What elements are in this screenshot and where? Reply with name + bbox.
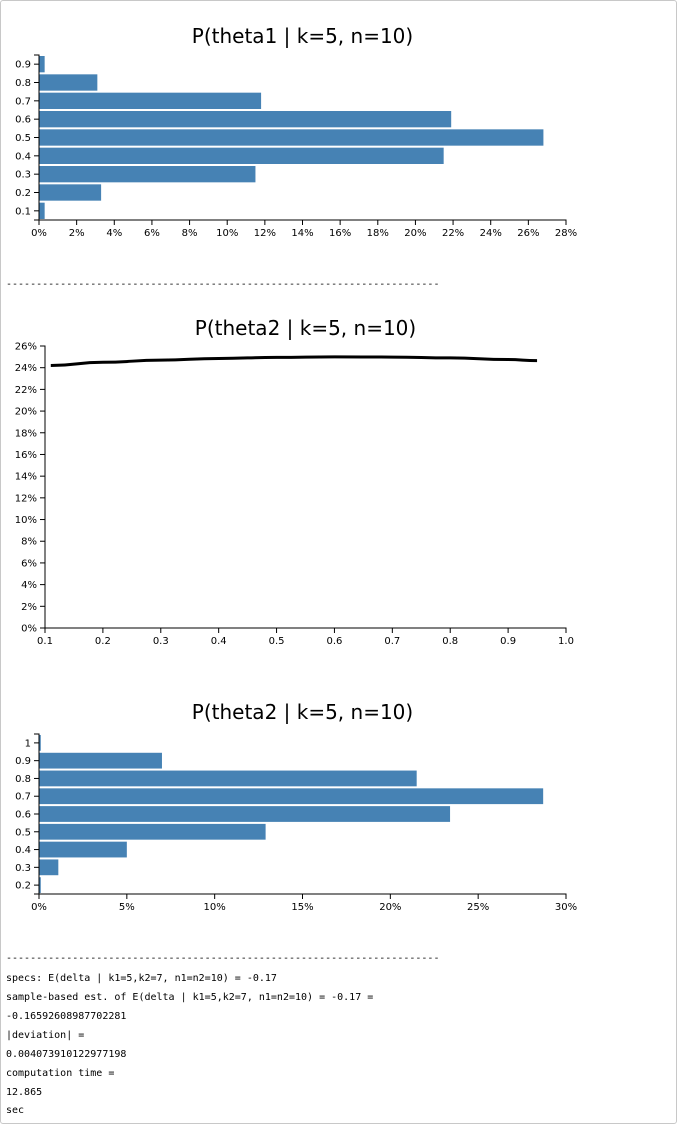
theta2-density-y-tick-label: 16% — [14, 449, 37, 461]
theta2-hist-title: P(theta2 | k=5, n=10) — [191, 700, 414, 724]
theta1-hist-y-tick-0.1 — [15, 206, 39, 217]
theta1-hist-x-tick-16 — [329, 220, 351, 239]
theta2-hist-y-tick-label: 1 — [24, 738, 31, 750]
theta1-hist-y-tick-0.6 — [15, 115, 39, 126]
theta1-hist-x-tick-12 — [254, 220, 276, 239]
theta1-hist-x-tick-label: 24% — [479, 228, 502, 239]
output-sample-value: -0.16592608987702281 — [6, 1011, 127, 1022]
theta2-density-y-tick-24 — [15, 363, 45, 374]
theta1-hist-bar-0.3 — [39, 166, 255, 182]
theta2-density-y-tick-label: 22% — [14, 384, 37, 396]
theta2-density-x-tick-0.4 — [211, 628, 227, 647]
theta2-hist-x-tick-5 — [119, 894, 135, 913]
theta2-hist-bar-0.3 — [39, 859, 58, 875]
theta2-density-y-tick-0 — [21, 624, 45, 635]
theta1-hist-bar-0.5 — [39, 129, 543, 145]
theta2-hist-x-tick-label: 10% — [203, 902, 226, 913]
theta2-hist-bar-0.6 — [39, 806, 450, 822]
theta2-hist-y-tick-label: 0.7 — [15, 791, 31, 803]
theta2-density-y-tick-label: 26% — [14, 341, 37, 353]
theta2-density-y-tick-16 — [15, 450, 45, 461]
theta2-density-x-tick-0.9 — [500, 628, 516, 647]
theta2-hist-x-tick-label: 25% — [467, 902, 490, 913]
theta2-hist-bar-0.7 — [39, 788, 543, 804]
theta2-density-y-tick-label: 20% — [14, 406, 37, 418]
theta1-hist-x-tick-28 — [555, 220, 577, 239]
theta1-hist-x-tick-18 — [367, 220, 389, 239]
output-deviation-label: |deviation| = — [6, 1030, 85, 1041]
theta2-hist-y-tick-label: 0.4 — [15, 845, 31, 857]
output-specs: specs: E(delta | k1=5,k2=7, n1=n2=10) = -0.17 — [6, 973, 277, 984]
theta1-hist-bar-0.8 — [39, 74, 97, 90]
theta2-density-x-tick-label: 0.9 — [500, 636, 517, 647]
theta1-hist-bar-0.1 — [39, 203, 45, 219]
theta2-density-x-tick-0.1 — [37, 628, 53, 647]
theta2-hist-y-tick-0.2 — [15, 881, 39, 892]
theta1-hist-y-tick-0.2 — [15, 188, 39, 199]
theta2-hist-x-tick-label: 15% — [291, 902, 314, 913]
theta2-hist-y-tick-0.8 — [15, 774, 39, 785]
theta1-hist-x-tick-label: 20% — [404, 228, 427, 239]
theta2-hist-bar-0.5 — [39, 824, 266, 840]
theta2-density-y-tick-10 — [15, 515, 45, 526]
theta2-density-y-tick-20 — [15, 407, 45, 418]
theta1-hist-y-tick-0.3 — [15, 170, 39, 181]
theta2-hist-x-tick-30 — [555, 894, 577, 913]
theta1-hist-y-tick-0.8 — [15, 78, 39, 89]
theta2-hist-x-tick-25 — [467, 894, 489, 913]
theta2-density-x-tick-label: 0.2 — [94, 636, 111, 647]
theta2-density-x-tick-label: 1.0 — [558, 636, 574, 647]
theta1-hist-x-tick-label: 2% — [68, 228, 85, 239]
theta2-hist-x-tick-0 — [31, 894, 47, 913]
theta2-hist-x-tick-20 — [379, 894, 401, 913]
theta1-hist-y-tick-label: 0.6 — [15, 114, 31, 126]
theta1-hist-y-tick-label: 0.7 — [15, 96, 31, 108]
theta1-hist-y-tick-label: 0.8 — [15, 78, 31, 89]
theta2-density-x-tick-label: 0.7 — [384, 636, 401, 647]
output-time-label: computation time = — [6, 1068, 115, 1079]
theta2-hist-y-tick-0.9 — [15, 756, 39, 767]
theta2-density-y-tick-label: 4% — [21, 580, 37, 592]
theta1-hist-bar-0.4 — [39, 148, 444, 164]
theta2-density-x-tick-label: 0.6 — [326, 636, 343, 647]
theta1-hist-y-tick-label: 0.1 — [15, 206, 31, 218]
theta2-hist-y-tick-label: 0.5 — [15, 827, 31, 839]
theta2-hist-y-tick-label: 0.2 — [15, 880, 31, 892]
theta2-density-y-tick-6 — [21, 558, 45, 569]
theta2-density-y-tick-label: 24% — [14, 363, 37, 375]
theta1-hist-y-tick-0.4 — [15, 151, 39, 162]
theta1-hist-y-tick-label: 0.2 — [15, 188, 31, 199]
theta2-density-y-axis — [40, 346, 45, 628]
theta1-hist-y-tick-label: 0.4 — [15, 151, 31, 163]
theta1-histogram-chart — [0, 0, 680, 260]
theta2-density-svg — [0, 300, 680, 660]
output-sample-est: sample-based est. of E(delta | k1=5,k2=7, n1=n2=10) = -0.17 = — [6, 992, 374, 1003]
theta2-hist-x-tick-label: 20% — [379, 902, 402, 913]
theta2-hist-x-tick-label: 30% — [554, 902, 578, 913]
theta1-hist-bar-0.6 — [39, 111, 451, 127]
theta1-hist-x-tick-0 — [31, 220, 47, 239]
theta2-density-y-tick-label: 18% — [14, 428, 37, 440]
theta1-hist-x-tick-22 — [442, 220, 464, 239]
theta2-density-y-tick-2 — [21, 602, 45, 613]
theta1-hist-x-tick-14 — [291, 220, 313, 239]
theta1-hist-x-tick-label: 0% — [31, 228, 47, 239]
theta1-hist-x-tick-label: 28% — [554, 228, 578, 239]
theta2-density-series-line — [51, 357, 537, 366]
theta2-hist-y-tick-label: 0.6 — [15, 809, 31, 821]
theta1-hist-y-tick-label: 0.5 — [15, 133, 31, 144]
theta1-hist-y-tick-0.5 — [15, 133, 39, 144]
theta2-hist-y-tick-0.6 — [15, 810, 39, 821]
theta1-histogram-svg — [0, 0, 680, 260]
theta1-hist-x-tick-26 — [517, 220, 539, 239]
theta1-hist-bar-0.2 — [39, 184, 101, 200]
theta2-density-x-tick-label: 0.4 — [210, 636, 227, 647]
theta2-density-x-tick-label: 0.3 — [152, 636, 169, 647]
theta1-hist-x-tick-label: 12% — [253, 228, 276, 239]
theta2-hist-y-tick-label: 0.9 — [15, 756, 31, 768]
theta2-density-x-tick-0.3 — [153, 628, 169, 647]
theta1-hist-x-tick-24 — [480, 220, 502, 239]
theta2-density-y-tick-label: 14% — [14, 471, 37, 483]
theta2-hist-x-tick-15 — [291, 894, 313, 913]
theta2-density-x-tick-0.7 — [384, 628, 400, 647]
theta2-density-chart — [0, 300, 680, 660]
theta2-density-y-tick-18 — [15, 428, 45, 439]
theta1-hist-y-tick-label: 0.9 — [15, 59, 31, 71]
separator-2: ------------------------------------------------------------------------ — [6, 953, 440, 964]
theta1-hist-x-tick-label: 10% — [216, 228, 239, 239]
theta2-hist-y-tick-label: 0.8 — [15, 773, 31, 785]
theta2-density-x-tick-label: 0.1 — [37, 636, 53, 647]
theta1-hist-bar-0.9 — [39, 56, 45, 72]
theta2-density-x-axis — [45, 628, 566, 633]
theta1-hist-x-tick-20 — [404, 220, 426, 239]
theta2-density-y-tick-label: 6% — [21, 558, 37, 570]
theta2-density-x-tick-0.2 — [95, 628, 111, 647]
theta1-hist-x-tick-4 — [106, 220, 122, 239]
theta2-density-y-tick-label: 12% — [14, 493, 37, 505]
theta2-density-y-tick-label: 0% — [21, 623, 37, 635]
theta2-density-x-tick-0.8 — [442, 628, 458, 647]
theta2-density-y-tick-14 — [15, 472, 45, 483]
theta2-density-y-tick-8 — [21, 537, 45, 548]
output-time-unit: sec — [6, 1105, 25, 1116]
theta2-hist-y-tick-0.3 — [15, 863, 39, 874]
theta2-density-x-tick-0.5 — [269, 628, 285, 647]
theta2-hist-y-tick-0.7 — [15, 792, 39, 803]
theta2-hist-x-tick-10 — [204, 894, 226, 913]
theta1-hist-x-tick-label: 26% — [517, 228, 540, 239]
theta1-hist-x-tick-label: 4% — [106, 228, 123, 239]
theta2-density-title: P(theta2 | k=5, n=10) — [194, 316, 417, 340]
output-time-value: 12.865 — [6, 1087, 43, 1098]
theta2-density-x-tick-label: 0.8 — [442, 636, 459, 647]
theta1-hist-x-tick-6 — [144, 220, 160, 239]
theta1-hist-bar-0.7 — [39, 93, 261, 109]
theta1-hist-x-tick-2 — [69, 220, 85, 239]
theta2-density-x-tick-1 — [558, 628, 574, 647]
theta2-hist-y-tick-0.5 — [15, 827, 39, 838]
theta2-hist-bar-0.9 — [39, 753, 162, 769]
theta2-density-y-tick-12 — [15, 493, 45, 504]
output-deviation-value: 0.004073910122977198 — [6, 1049, 127, 1060]
theta2-density-x-tick-label: 0.5 — [268, 636, 285, 647]
theta1-hist-x-tick-label: 6% — [143, 228, 160, 239]
theta1-hist-title: P(theta1 | k=5, n=10) — [191, 24, 414, 48]
theta1-hist-y-tick-0.9 — [15, 60, 39, 71]
theta1-hist-x-tick-8 — [182, 220, 198, 239]
theta1-hist-x-tick-label: 18% — [366, 228, 389, 239]
theta2-histogram-chart — [0, 690, 680, 930]
theta2-hist-bar-0.4 — [39, 842, 127, 858]
theta2-density-y-tick-4 — [21, 580, 45, 591]
theta1-hist-x-tick-10 — [216, 220, 238, 239]
theta2-hist-y-tick-0.4 — [15, 845, 39, 856]
theta2-histogram-svg — [0, 690, 680, 930]
theta1-hist-x-tick-label: 22% — [441, 228, 465, 239]
theta2-hist-bar-0.8 — [39, 771, 417, 787]
theta2-density-y-tick-label: 2% — [21, 601, 37, 613]
theta2-density-y-tick-26 — [15, 342, 45, 353]
theta2-hist-x-tick-label: 0% — [31, 902, 47, 913]
theta2-density-x-tick-0.6 — [326, 628, 342, 647]
theta2-density-y-tick-label: 8% — [21, 536, 37, 548]
theta1-hist-x-tick-label: 8% — [181, 228, 198, 239]
theta1-hist-x-tick-label: 14% — [291, 228, 314, 239]
theta2-hist-y-tick-1 — [25, 738, 39, 749]
theta2-density-y-tick-22 — [15, 385, 45, 396]
theta1-hist-y-tick-0.7 — [15, 96, 39, 107]
theta1-hist-y-tick-label: 0.3 — [15, 169, 31, 181]
theta1-hist-x-tick-label: 16% — [329, 228, 352, 239]
theta2-hist-x-tick-label: 5% — [118, 902, 135, 913]
theta2-hist-y-tick-label: 0.3 — [15, 862, 31, 874]
separator-1: ------------------------------------------------------------------------ — [6, 279, 440, 290]
theta2-density-y-tick-label: 10% — [14, 515, 37, 527]
